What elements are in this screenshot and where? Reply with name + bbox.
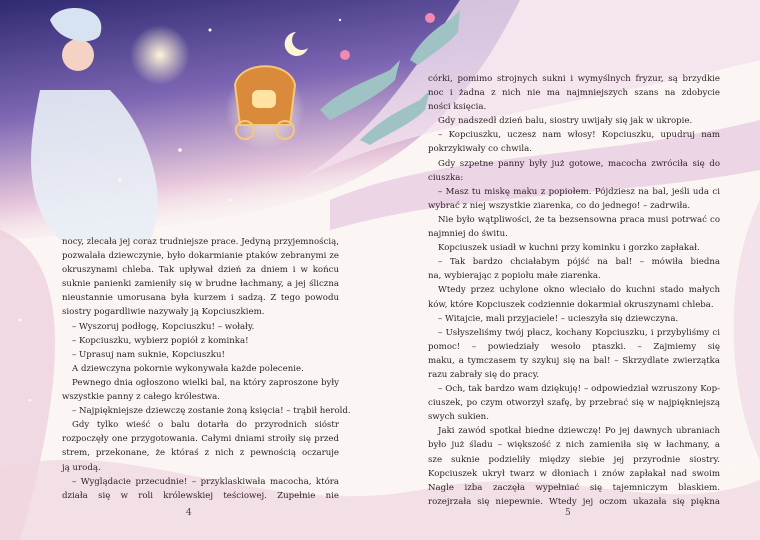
paragraph (62, 362, 339, 376)
text-line: działa się w roli królewskiej teściowej. Zupełnie nie (62, 490, 339, 501)
text-line: – Kopciuszku, uczesz nam włosy! Kopciuszku, upudruj nam (438, 130, 720, 141)
paragraph (428, 424, 720, 509)
text-line: – Wyglądacie przecudnie! – przyklaskiwała macocha, która (72, 476, 339, 487)
paragraph (428, 312, 720, 326)
text-line: ciuszka: (428, 172, 464, 183)
text-line: swych sukien. (428, 412, 489, 423)
paragraph (428, 382, 720, 424)
text-line: ciuszek, po czym otworzył szafę, by przebrać się w najpiękniejszą (428, 398, 720, 409)
text-line: ności księcia. (428, 102, 487, 113)
text-line: pokrzykiwały co chwila. (428, 144, 532, 155)
text-line: sze suknie podzieliły między siebie jej przyrodnie siostry. (428, 454, 720, 465)
text-line: – Uprasuj nam suknie, Kopciuszku! (72, 349, 225, 360)
text-line: maku, a tymczasem ty szykuj się na bal! – Skrzydlate zwierzątka (428, 355, 720, 366)
text-line: – Najpiękniejsze dziewczę zostanie żoną księcia! – trąbił herold. (72, 406, 351, 417)
text-line: rozejrzała się niepewnie. Wtedy jej oczom ukazała się piękna (428, 496, 720, 507)
paragraph (428, 157, 720, 185)
paragraph (428, 326, 720, 382)
text-line: – Kopciuszku, wybierz popiół z kominka! (72, 335, 249, 346)
text-line: Kopciuszek usiadł w kuchni przy kominku i gorzko zapłakał. (438, 243, 700, 254)
page-number-left: 4 (186, 508, 192, 518)
text-line: razu zabrały się do pracy. (428, 369, 540, 380)
text-line: A dziewczyna pokornie wykonywała każde polecenie. (72, 363, 304, 374)
text-line: siostry pogardliwie nazywały ją Kopciuszkiem. (62, 307, 265, 318)
text-line: – Usłyszeliśmy twój płacz, kochany Kopciuszku, i przybyliśmy ci (438, 327, 720, 338)
text-line: Nie było wątpliwości, że ta bezsensowna praca musi potrwać co (438, 214, 720, 225)
text-line: ją urodą. (62, 462, 101, 473)
paragraph (428, 213, 720, 241)
paragraph (62, 475, 339, 503)
text-line: Nagle izba zaczęła wypełniać się tajemniczym blaskiem. (428, 482, 720, 493)
text-line: wybrać z niej wszystkie ziarenka, co do jednego! – zadrwiła. (428, 200, 691, 211)
text-line: nocy, zlecała jej coraz trudniejsze prace. Jedyną przyjemnością, (62, 237, 339, 247)
paragraph (62, 404, 351, 418)
paragraph (62, 348, 339, 362)
right-page-text (428, 72, 720, 509)
paragraph (428, 255, 720, 283)
paragraph (62, 418, 339, 474)
text-line: – Och, tak bardzo wam dziękuję! – odpowiedział wzruszony Kop- (438, 384, 720, 395)
text-line: Jaki zawód spotkał biedne dziewczę! Po jej dawnych ubraniach (438, 426, 720, 437)
text-line: najmniej do świtu. (428, 229, 508, 240)
text-line: Pewnego dnia ogłoszono wielki bal, na który zaproszone były (72, 377, 339, 388)
text-line: było już śladu – większość z nich zamieniła się w łachmany, a (428, 440, 720, 451)
paragraph (62, 376, 339, 404)
paragraph (428, 241, 720, 255)
page-number-right: 5 (565, 508, 571, 518)
text-line: Gdy nadszedł dzień balu, siostry uwijały się jak w ukropie. (438, 116, 693, 127)
text-line: córki, pomimo strojnych sukni i wymyślnych fryzur, są brzydkie (428, 74, 720, 84)
text-line: wszystkie panny z całego królestwa. (62, 392, 220, 403)
paragraph (62, 320, 339, 334)
text-line: Gdy tylko wieść o balu dotarła do przyrodnich sióstr (72, 420, 339, 431)
text-line: pozwalała dziewczynie, było dokarmianie ptaków zebranymi ze (62, 251, 339, 262)
golden-carriage-icon (225, 66, 305, 150)
text-line: Gdy szpetne panny były już gotowe, macocha zwróciła się do (438, 158, 720, 169)
text-line: – Witajcie, mali przyjaciele! – ucieszyła się dziewczyna. (438, 313, 679, 324)
text-line: na, wybierając z popiołu małe ziarenka. (428, 271, 601, 282)
text-line: ków, które Kopciuszek codziennie dokarmiał okruszynami chleba. (428, 299, 714, 310)
text-line: okruszynami chleba. Tak upływał dzień za dniem i w końcu (62, 265, 339, 276)
paragraph (428, 114, 720, 128)
paragraph (428, 72, 720, 114)
text-line: Wtedy przez uchylone okno wleciało do kuchni stado małych (438, 285, 720, 296)
text-line: rozpoczęły one przygotowania. Całymi dniami stroiły się przed (62, 434, 339, 445)
paragraph (62, 235, 339, 320)
text-line: nieustannie umorusana była kurzem i sadzą. Z tego powodu (62, 293, 339, 304)
left-page-text (62, 235, 351, 503)
paragraph (428, 128, 720, 156)
text-line: – Wyszoruj podłogę, Kopciuszku! – wołały. (72, 321, 255, 332)
paragraph (428, 283, 720, 311)
text-line: strem, przekonane, że któraś z nich z pewnością oczaruje (62, 448, 339, 459)
paragraph (428, 185, 720, 213)
text-line: suknie panienki zamieniły się w brudne łachmany, a jej śliczna (62, 279, 339, 290)
text-line: – Tak bardzo chciałabym pójść na bal! – mówiła biedna (438, 257, 720, 268)
text-line: pomoc! – powiedziały wesoło ptaszki. – Zajmiemy się (428, 341, 720, 352)
wand-glow-icon (130, 25, 190, 85)
paragraph (62, 334, 339, 348)
text-line: Kopciuszek ukrył twarz w dłoniach i znów zapłakał nad swoim (428, 468, 720, 479)
text-line: noc i żadna z nich nie ma najmniejszych szans na zdobycie (428, 88, 720, 99)
text-line: – Masz tu miskę maku z popiołem. Pójdziesz na bal, jeśli uda ci (438, 186, 720, 197)
